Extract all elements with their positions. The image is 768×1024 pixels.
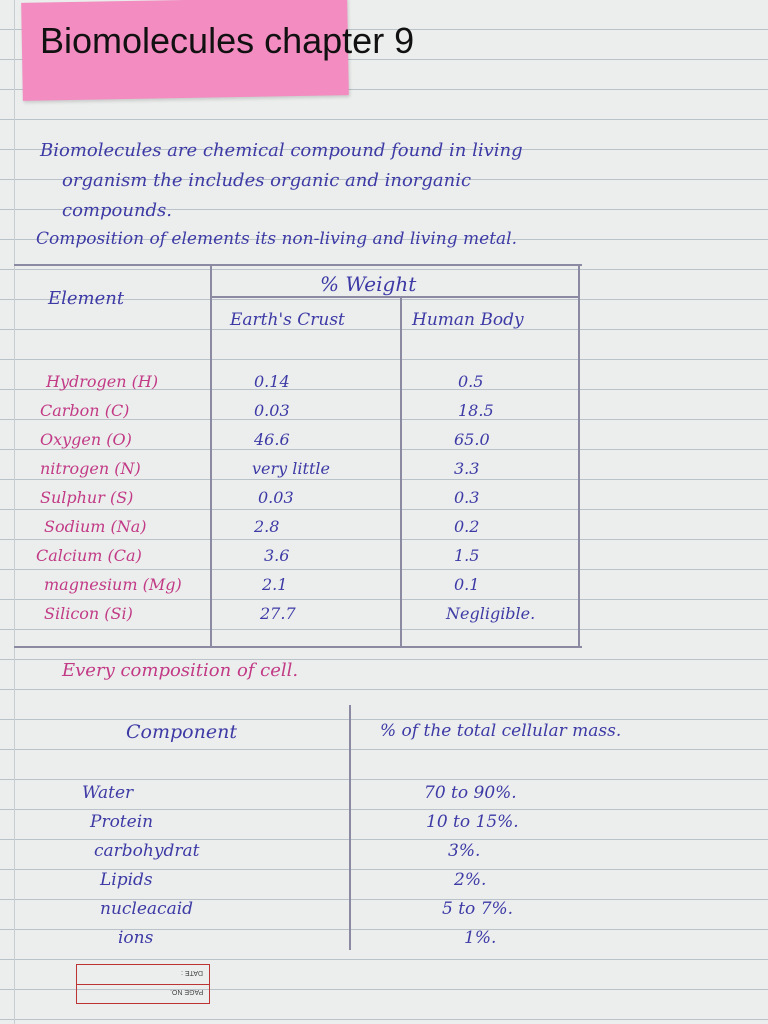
body-value: 0.2 xyxy=(454,517,480,536)
body-value: 18.5 xyxy=(458,401,494,420)
page-date-stamp xyxy=(76,964,210,1004)
intro-line-3: compounds. xyxy=(62,200,173,221)
component-name: Protein xyxy=(90,812,154,832)
header-weight: % Weight xyxy=(320,272,417,296)
mass-value: 1%. xyxy=(464,928,497,948)
table-bottom-border xyxy=(14,646,582,648)
table-divider-1 xyxy=(210,264,212,648)
crust-value: 2.8 xyxy=(254,517,280,536)
mass-value: 70 to 90%. xyxy=(424,783,517,803)
element-table xyxy=(14,264,582,648)
stamp-divider xyxy=(77,984,209,985)
table-divider xyxy=(349,705,351,950)
crust-value: 0.14 xyxy=(254,372,290,391)
component-name: Water xyxy=(82,783,134,803)
table-subheader-border xyxy=(210,296,580,298)
header-component: Component xyxy=(126,721,237,743)
table-top-border xyxy=(14,264,582,266)
table-divider-3 xyxy=(578,264,580,648)
body-value: 1.5 xyxy=(454,546,480,565)
element-name: Hydrogen (H) xyxy=(46,372,159,391)
mass-value: 10 to 15%. xyxy=(426,812,519,832)
crust-value: 2.1 xyxy=(262,575,288,594)
body-value: 65.0 xyxy=(454,430,490,449)
table-divider-2 xyxy=(400,296,402,648)
mass-value: 3%. xyxy=(448,841,481,861)
crust-value: 0.03 xyxy=(258,488,294,507)
element-name: Sodium (Na) xyxy=(44,517,147,536)
cell-composition-table xyxy=(14,705,754,950)
body-value: Negligible. xyxy=(446,604,536,623)
cell-heading: Every composition of cell. xyxy=(62,660,299,681)
body-value: 0.1 xyxy=(454,575,480,594)
component-name: Lipids xyxy=(100,870,153,890)
header-mass: % of the total cellular mass. xyxy=(380,721,622,741)
page-title: Biomolecules chapter 9 xyxy=(40,20,415,61)
intro-line-2: organism the includes organic and inorganic xyxy=(62,170,472,191)
header-element: Element xyxy=(48,288,125,309)
component-name: ions xyxy=(118,928,154,948)
element-name: Calcium (Ca) xyxy=(36,546,142,565)
crust-value: 46.6 xyxy=(254,430,290,449)
header-body: Human Body xyxy=(412,310,524,330)
body-value: 0.5 xyxy=(458,372,484,391)
element-name: Oxygen (O) xyxy=(40,430,132,449)
crust-value: 3.6 xyxy=(264,546,290,565)
element-name: Silicon (Si) xyxy=(44,604,133,623)
crust-value: 27.7 xyxy=(260,604,296,623)
stamp-page-label: PAGE NO. xyxy=(169,988,203,995)
header-crust: Earth's Crust xyxy=(230,310,345,330)
composition-line: Composition of elements its non-living and living metal. xyxy=(36,229,518,249)
component-name: nucleacaid xyxy=(100,899,194,919)
component-name: carbohydrat xyxy=(94,841,200,861)
element-name: nitrogen (N) xyxy=(40,459,141,478)
intro-line-1: Biomolecules are chemical compound found in living xyxy=(40,140,523,161)
crust-value: very little xyxy=(252,459,330,478)
element-name: Sulphur (S) xyxy=(40,488,134,507)
element-name: Carbon (C) xyxy=(40,401,130,420)
mass-value: 2%. xyxy=(454,870,487,890)
mass-value: 5 to 7%. xyxy=(442,899,514,919)
body-value: 0.3 xyxy=(454,488,480,507)
crust-value: 0.03 xyxy=(254,401,290,420)
element-name: magnesium (Mg) xyxy=(44,575,182,594)
body-value: 3.3 xyxy=(454,459,480,478)
stamp-date-label: DATE : xyxy=(180,969,203,976)
